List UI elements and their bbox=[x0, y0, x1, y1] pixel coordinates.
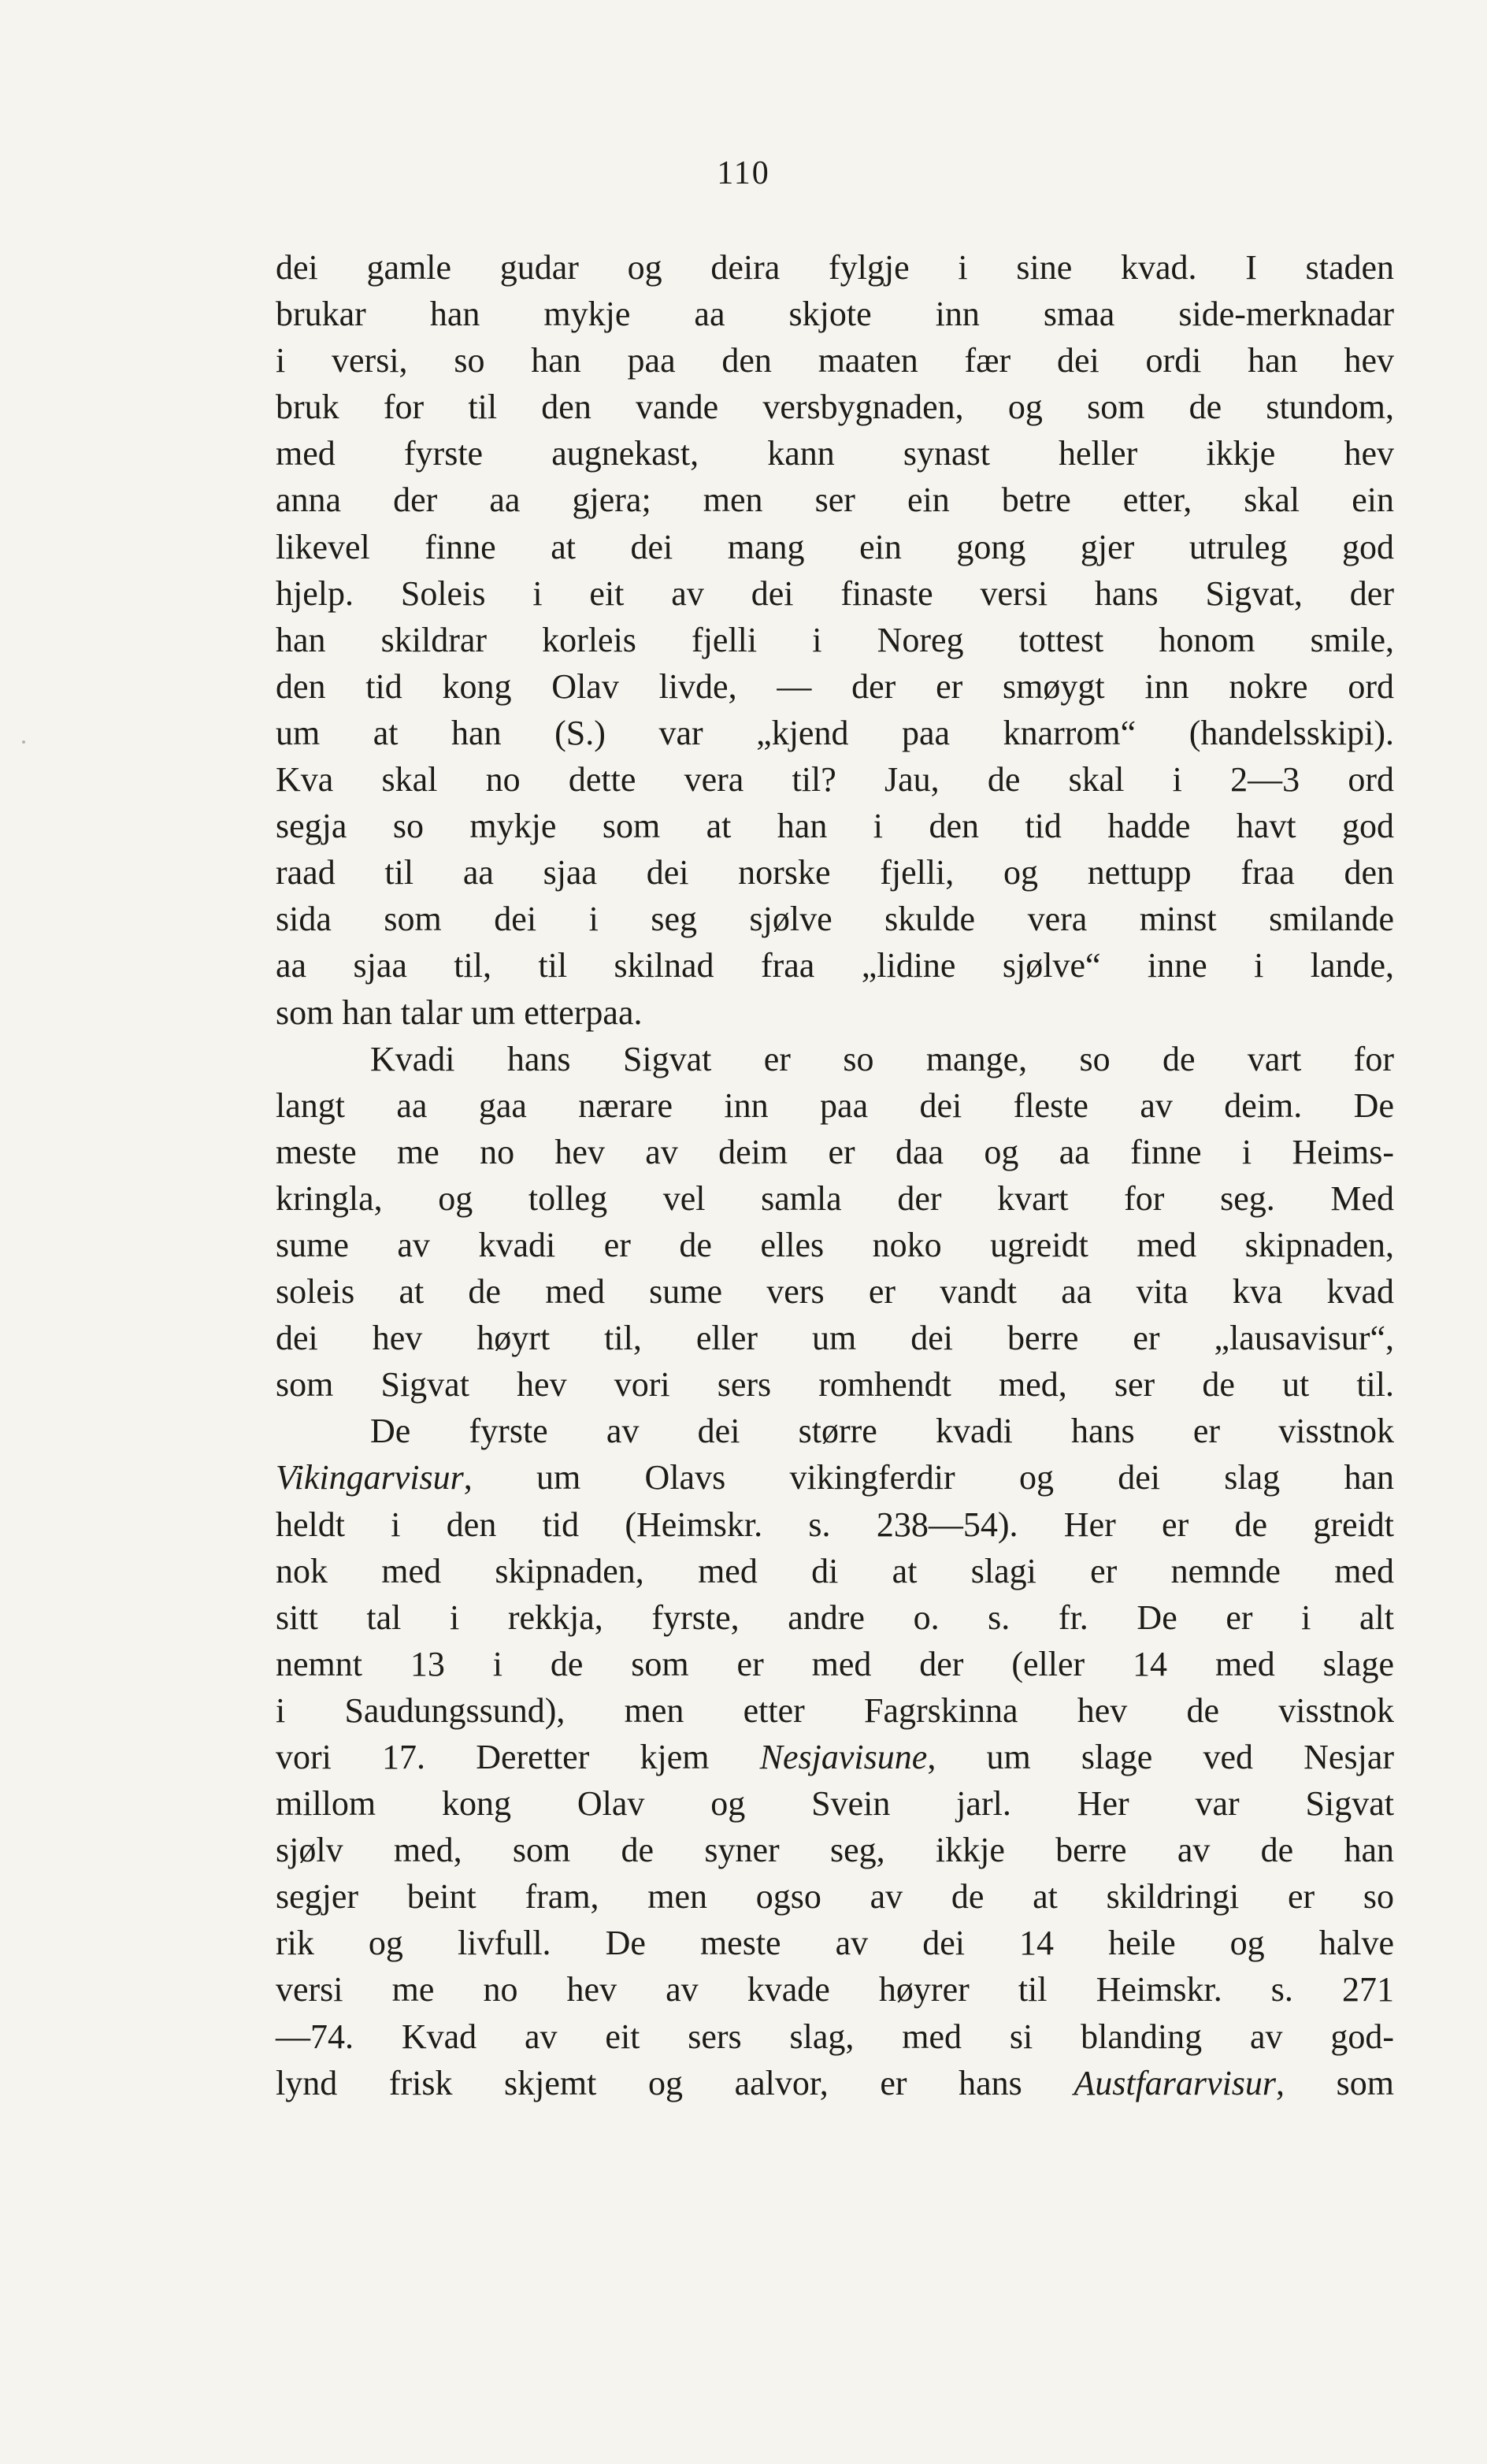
text-line: hjelp. Soleis i eit av dei finaste versi hans Sigvat, der bbox=[276, 573, 1394, 613]
text-segment: , um slage ved Nesjar bbox=[927, 1738, 1394, 1776]
text-line: millom kong Olav og Svein jarl. Her var Sigvat bbox=[276, 1784, 1394, 1824]
text-line: dei hev høyrt til, eller um dei berre er „lausavisur“, bbox=[276, 1319, 1394, 1358]
text-line: rik og livfull. De meste av dei 14 heile og halve bbox=[276, 1924, 1394, 1963]
text-line: meste me no hev av deim er daa og aa finne i Heims- bbox=[276, 1132, 1394, 1171]
text-line: anna der aa gjera; men ser ein betre etter, skal ein bbox=[276, 481, 1394, 520]
text-line: nok med skipnaden, med di at slagi er nemnde med bbox=[276, 1551, 1394, 1590]
text-line: sjølv med, som de syner seg, ikkje berre av de han bbox=[276, 1831, 1394, 1870]
text-line: segja so mykje som at han i den tid hadde havt god bbox=[276, 807, 1394, 846]
text-line-with-title bbox=[276, 1734, 1394, 1780]
poem-title-nesjavisune: Nesjavisune bbox=[759, 1738, 928, 1776]
text-line: dei gamle gudar og deira fylgje i sine kvad. I staden bbox=[276, 248, 1394, 287]
text-line: bruk for til den vande versbygnaden, og som de stundom, bbox=[276, 388, 1394, 427]
margin-speck bbox=[22, 740, 25, 744]
poem-title-vikingarvisur: Vikingarvisur bbox=[276, 1458, 464, 1497]
text-line: i Saudungssund), men etter Fagrskinna hev de visstnok bbox=[276, 1690, 1394, 1730]
text-line: med fyrste augnekast, kann synast heller ikkje hev bbox=[276, 434, 1394, 473]
text-line: langt aa gaa nærare inn paa dei fleste av deim. De bbox=[276, 1085, 1394, 1125]
poem-title-austfararvisur: Austfararvisur bbox=[1074, 2063, 1277, 2102]
text-segment: vori 17. Deretter kjem bbox=[276, 1738, 760, 1776]
text-line: segjer beint fram, men ogso av de at skildringi er so bbox=[276, 1877, 1394, 1917]
body-text bbox=[276, 244, 1394, 2106]
text-line: —74. Kvad av eit sers slag, med si blanding av god- bbox=[276, 2017, 1394, 2056]
text-segment: , som bbox=[1276, 2063, 1394, 2102]
text-line-paragraph-end: som Sigvat hev vori sers romhendt med, ser de ut til. bbox=[276, 1365, 1394, 1405]
text-line: aa sjaa til, til skilnad fraa „lidine sjølve“ inne i lande, bbox=[276, 946, 1394, 985]
text-line-paragraph-end: som han talar um etterpaa. bbox=[276, 993, 643, 1032]
text-line-with-title bbox=[276, 2060, 1394, 2106]
text-line: soleis at de med sume vers er vandt aa vita kva kvad bbox=[276, 1272, 1394, 1312]
text-line: kringla, og tolleg vel samla der kvart for seg. Med bbox=[276, 1178, 1394, 1218]
text-line: i versi, so han paa den maaten fær dei ordi han hev bbox=[276, 341, 1394, 380]
text-segment: , um Olavs vikingferdir og dei slag han bbox=[463, 1458, 1394, 1497]
text-line: versi me no hev av kvade høyrer til Heimskr. s. 271 bbox=[276, 1970, 1394, 2009]
text-line: den tid kong Olav livde, — der er smøygt inn nokre ord bbox=[276, 666, 1394, 706]
text-line-paragraph-start: Kvadi hans Sigvat er so mange, so de vart for bbox=[370, 1039, 1394, 1078]
page-number: 110 bbox=[717, 155, 770, 191]
text-line: sume av kvadi er de elles noko ugreidt med skipnaden, bbox=[276, 1225, 1394, 1264]
text-line: sitt tal i rekkja, fyrste, andre o. s. fr. De er i alt bbox=[276, 1598, 1394, 1637]
text-line: han skildrar korleis fjelli i Noreg tottest honom smile, bbox=[276, 620, 1394, 659]
text-line: raad til aa sjaa dei norske fjelli, og nettupp fraa den bbox=[276, 853, 1394, 892]
text-line: likevel finne at dei mang ein gong gjer utruleg god bbox=[276, 527, 1394, 566]
text-line: um at han (S.) var „kjend paa knarrom“ (handelsskipi). bbox=[276, 713, 1394, 752]
text-line: sida som dei i seg sjølve skulde vera minst smilande bbox=[276, 900, 1394, 939]
text-line: brukar han mykje aa skjote inn smaa side-merknadar bbox=[276, 295, 1394, 334]
text-line-with-title bbox=[276, 1454, 1394, 1501]
text-line: Kva skal no dette vera til? Jau, de skal i 2—3 ord bbox=[276, 760, 1394, 800]
text-segment: lynd frisk skjemt og aalvor, er hans bbox=[276, 2063, 1074, 2102]
text-line: nemnt 13 i de som er med der (eller 14 med slage bbox=[276, 1644, 1394, 1683]
text-line: heldt i den tid (Heimskr. s. 238—54). Her er de greidt bbox=[276, 1505, 1394, 1544]
text-line-paragraph-start: De fyrste av dei større kvadi hans er visstnok bbox=[370, 1412, 1394, 1451]
